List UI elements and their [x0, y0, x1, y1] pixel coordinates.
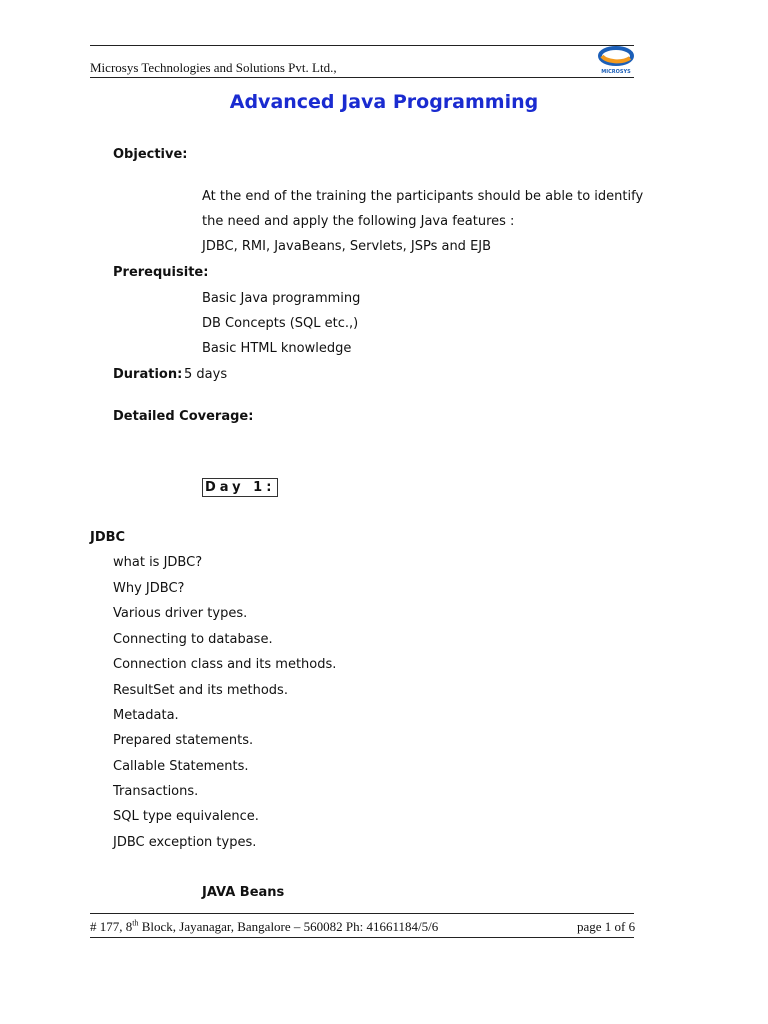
objective-label: Objective: [113, 147, 188, 162]
address-rest: Block, Jayanagar, Bangalore – 560082 Ph: 41661184/5/6 [138, 919, 439, 934]
jdbc-item: Prepared statements. [113, 733, 254, 748]
document-title: Advanced Java Programming [229, 91, 539, 113]
header-bottom-rule [90, 77, 634, 78]
page-number: page 1 of 6 [577, 919, 636, 934]
jdbc-item: Connecting to database. [113, 632, 273, 647]
logo-wordmark: MICROSYS [601, 69, 631, 75]
footer-address [90, 919, 438, 935]
coverage-label: Detailed Coverage: [113, 409, 254, 424]
jdbc-item: Metadata. [113, 708, 179, 723]
objective-line: At the end of the training the participants should be able to identify [202, 189, 644, 204]
header-top-rule [90, 45, 634, 46]
java-beans-heading: JAVA Beans [202, 885, 285, 900]
prerequisite-item: Basic Java programming [202, 291, 361, 306]
jdbc-item: Various driver types. [113, 606, 248, 621]
jdbc-item: ResultSet and its methods. [113, 683, 288, 698]
jdbc-item: what is JDBC? [113, 555, 203, 570]
objective-line: JDBC, RMI, JavaBeans, Servlets, JSPs and EJB [202, 239, 492, 254]
jdbc-heading: JDBC [90, 530, 126, 545]
prerequisite-item: Basic HTML knowledge [202, 341, 352, 356]
footer-rule [90, 913, 634, 914]
jdbc-item: Connection class and its methods. [113, 657, 337, 672]
duration-value: 5 days [184, 367, 228, 382]
jdbc-item: Callable Statements. [113, 759, 249, 774]
jdbc-item: Transactions. [113, 784, 199, 799]
company-name: Microsys Technologies and Solutions Pvt. Ltd., [90, 60, 337, 75]
address-prefix: # 177, 8 [90, 919, 133, 934]
jdbc-item: JDBC exception types. [113, 835, 257, 850]
jdbc-item: Why JDBC? [113, 581, 185, 596]
microsys-logo [596, 44, 636, 78]
footer-bottom-rule [90, 937, 634, 938]
duration-label: Duration: [113, 367, 183, 382]
address-superscript: th [132, 918, 139, 928]
prerequisite-label: Prerequisite: [113, 265, 209, 280]
day-1-label: Day 1: [202, 478, 278, 497]
objective-line: the need and apply the following Java features : [202, 214, 515, 229]
jdbc-item: SQL type equivalence. [113, 809, 259, 824]
prerequisite-item: DB Concepts (SQL etc.,) [202, 316, 359, 331]
